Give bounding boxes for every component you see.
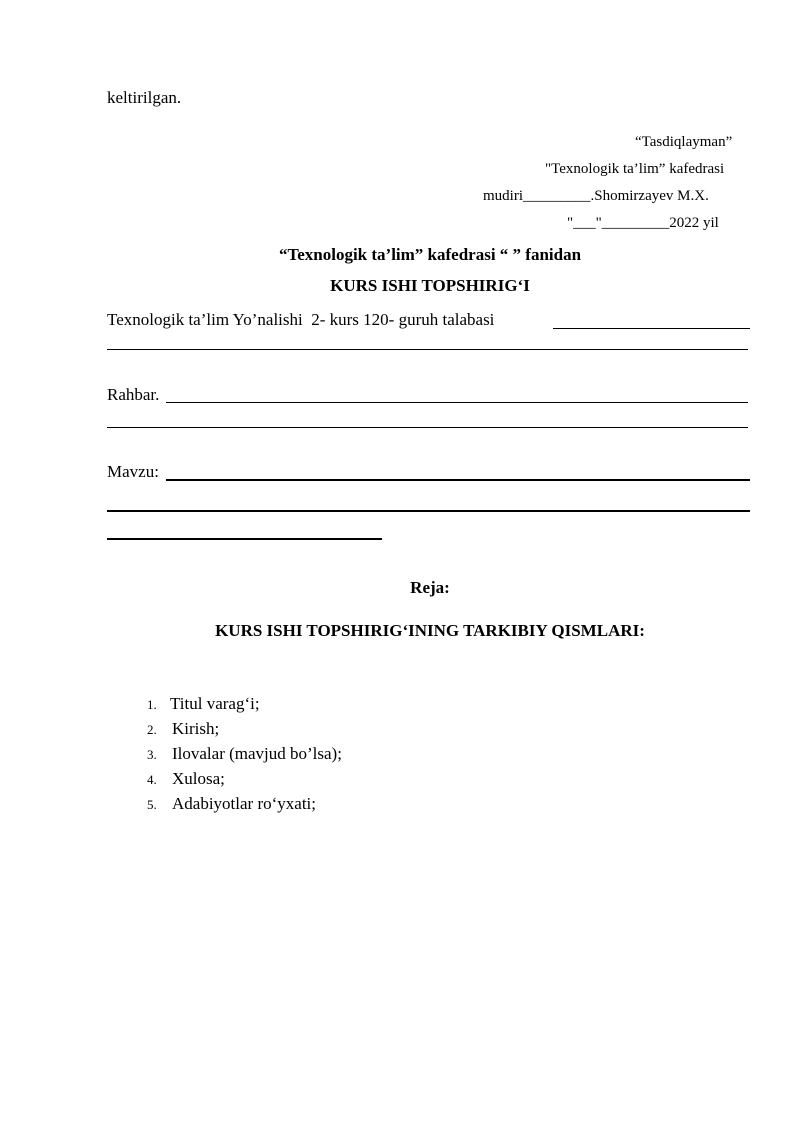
student-line-label: Texnologik ta’lim Yo’nalishi 2- kurs 120- guruh talabasi: [107, 310, 495, 329]
continued-text: keltirilgan.: [107, 88, 182, 107]
list-item-text: Kirish;: [172, 719, 220, 738]
approval-date: "___"_________2022 yil: [567, 215, 719, 231]
approval-heading: “Tasdiqlayman”: [635, 134, 733, 150]
plan-title: Reja:: [410, 578, 450, 597]
list-item-number: 3.: [147, 747, 157, 762]
topic-blank: [166, 479, 750, 481]
list-item-number: 5.: [147, 797, 157, 812]
supervisor-blank: [166, 402, 748, 403]
components-title: KURS ISHI TOPSHIRIG‘INING TARKIBIY QISMLARI:: [215, 621, 645, 640]
list-item-text: Titul varag‘i;: [170, 694, 260, 713]
student-name-blank-2: [107, 349, 748, 350]
list-item-text: Ilovalar (mavjud bo’lsa);: [172, 744, 342, 763]
list-item-text: Xulosa;: [172, 769, 225, 788]
student-name-blank: [553, 328, 750, 329]
list-item-number: 1.: [147, 697, 157, 712]
approval-department: "Texnologik ta’lim” kafedrasi: [545, 161, 725, 177]
supervisor-blank-2: [107, 427, 748, 428]
supervisor-label: Rahbar.: [107, 385, 160, 404]
topic-blank-3: [107, 538, 382, 540]
topic-label: Mavzu:: [107, 462, 159, 481]
approval-head-signature: mudiri_________.Shomirzayev M.X.: [483, 188, 709, 204]
subject-title: “Texnologik ta’lim” kafedrasi “ ” fanidan: [278, 245, 582, 264]
topic-blank-2: [107, 510, 750, 512]
list-item-number: 2.: [147, 722, 157, 737]
list-item-text: Adabiyotlar ro‘yxati;: [172, 794, 316, 813]
task-title: KURS ISHI TOPSHIRIG‘I: [330, 276, 530, 295]
list-item-number: 4.: [147, 772, 157, 787]
